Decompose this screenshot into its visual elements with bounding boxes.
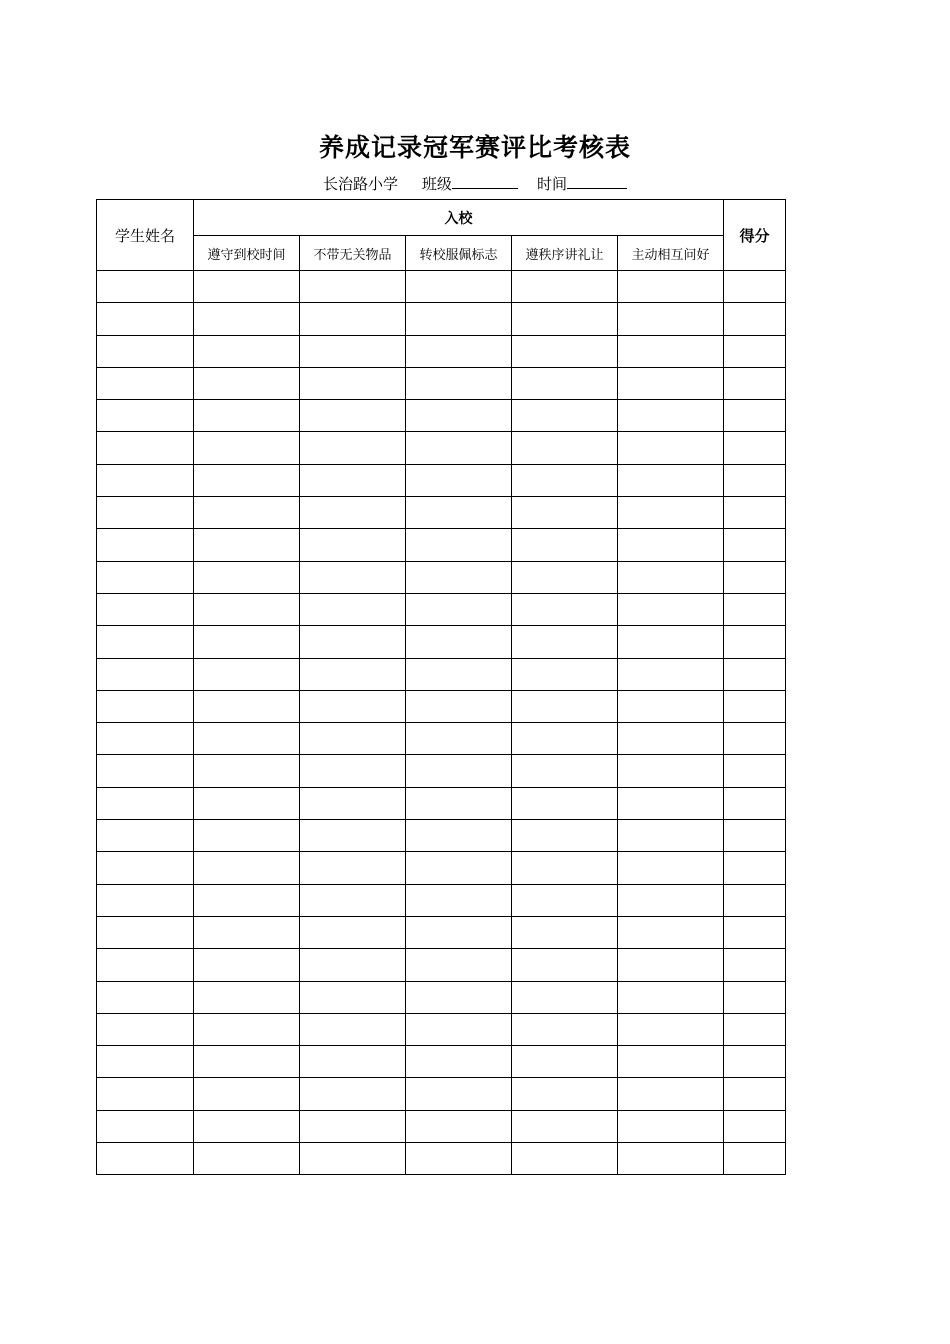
criterion-cell[interactable] — [406, 1110, 512, 1142]
criterion-cell[interactable] — [406, 335, 512, 367]
criterion-cell[interactable] — [194, 690, 300, 722]
criterion-header: 遵秩序讲礼让 — [512, 236, 618, 271]
criterion-cell[interactable] — [406, 561, 512, 593]
student-name-cell[interactable] — [97, 529, 194, 561]
criterion-cell[interactable] — [194, 335, 300, 367]
criterion-cell[interactable] — [300, 529, 406, 561]
student-name-cell[interactable] — [97, 432, 194, 464]
criterion-cell[interactable] — [300, 303, 406, 335]
student-name-cell[interactable] — [97, 723, 194, 755]
criterion-cell[interactable] — [406, 271, 512, 303]
score-cell[interactable] — [724, 852, 786, 884]
table-row — [97, 497, 786, 529]
score-header: 得分 — [724, 200, 786, 271]
score-cell[interactable] — [724, 335, 786, 367]
criterion-cell[interactable] — [618, 787, 724, 819]
student-name-cell[interactable] — [97, 335, 194, 367]
criterion-cell[interactable] — [194, 658, 300, 690]
score-cell[interactable] — [724, 723, 786, 755]
criterion-cell[interactable] — [406, 755, 512, 787]
table-row — [97, 690, 786, 722]
criterion-cell[interactable] — [194, 755, 300, 787]
criterion-cell[interactable] — [300, 367, 406, 399]
criterion-cell[interactable] — [512, 884, 618, 916]
criterion-cell[interactable] — [618, 916, 724, 948]
criterion-cell[interactable] — [618, 464, 724, 496]
criterion-cell[interactable] — [300, 981, 406, 1013]
time-label: 时间 — [536, 175, 567, 193]
score-cell[interactable] — [724, 949, 786, 981]
score-cell[interactable] — [724, 884, 786, 916]
criterion-cell[interactable] — [618, 820, 724, 852]
criterion-cell[interactable] — [618, 884, 724, 916]
student-name-cell[interactable] — [97, 593, 194, 625]
table-row — [97, 367, 786, 399]
score-cell[interactable] — [724, 690, 786, 722]
criterion-cell[interactable] — [618, 755, 724, 787]
criterion-header: 遵守到校时间 — [194, 236, 300, 271]
criterion-cell[interactable] — [194, 1110, 300, 1142]
criterion-cell[interactable] — [512, 787, 618, 819]
criterion-cell[interactable] — [512, 529, 618, 561]
student-name-cell[interactable] — [97, 1046, 194, 1078]
table-row — [97, 1078, 786, 1110]
criterion-cell[interactable] — [406, 1143, 512, 1175]
student-name-cell[interactable] — [97, 464, 194, 496]
table-row — [97, 1110, 786, 1142]
criterion-cell[interactable] — [618, 593, 724, 625]
score-cell[interactable] — [724, 658, 786, 690]
criterion-cell[interactable] — [618, 690, 724, 722]
table-row — [97, 400, 786, 432]
table-row — [97, 561, 786, 593]
criterion-cell[interactable] — [194, 1143, 300, 1175]
criterion-cell[interactable] — [406, 658, 512, 690]
criterion-cell[interactable] — [406, 723, 512, 755]
criterion-header: 主动相互问好 — [618, 236, 724, 271]
class-label: 班级 — [421, 175, 452, 193]
criterion-cell[interactable] — [618, 1013, 724, 1045]
criterion-cell[interactable] — [512, 1078, 618, 1110]
criterion-cell[interactable] — [618, 271, 724, 303]
criterion-cell[interactable] — [300, 820, 406, 852]
criterion-cell[interactable] — [512, 497, 618, 529]
criterion-cell[interactable] — [300, 1110, 406, 1142]
criterion-cell[interactable] — [194, 852, 300, 884]
assessment-table — [96, 199, 786, 1175]
student-name-header: 学生姓名 — [97, 200, 194, 271]
student-name-cell[interactable] — [97, 787, 194, 819]
criterion-cell[interactable] — [194, 400, 300, 432]
student-name-cell[interactable] — [97, 367, 194, 399]
criterion-cell[interactable] — [512, 1046, 618, 1078]
criterion-cell[interactable] — [406, 432, 512, 464]
student-name-cell[interactable] — [97, 400, 194, 432]
criterion-cell[interactable] — [300, 755, 406, 787]
criterion-cell[interactable] — [300, 271, 406, 303]
criterion-cell[interactable] — [512, 658, 618, 690]
criterion-cell[interactable] — [406, 1013, 512, 1045]
criterion-cell[interactable] — [406, 367, 512, 399]
score-cell[interactable] — [724, 1013, 786, 1045]
criterion-cell[interactable] — [406, 593, 512, 625]
criterion-cell[interactable] — [300, 1046, 406, 1078]
criterion-cell[interactable] — [618, 432, 724, 464]
score-cell[interactable] — [724, 626, 786, 658]
criterion-cell[interactable] — [406, 787, 512, 819]
criterion-cell[interactable] — [406, 852, 512, 884]
table-row — [97, 464, 786, 496]
student-name-cell[interactable] — [97, 820, 194, 852]
student-name-cell[interactable] — [97, 949, 194, 981]
criterion-cell[interactable] — [618, 1078, 724, 1110]
criterion-cell[interactable] — [406, 464, 512, 496]
criterion-header: 转校服佩标志 — [406, 236, 512, 271]
criterion-cell[interactable] — [618, 626, 724, 658]
criterion-cell[interactable] — [618, 981, 724, 1013]
criterion-cell[interactable] — [512, 690, 618, 722]
criterion-cell[interactable] — [512, 432, 618, 464]
time-blank[interactable] — [567, 174, 627, 189]
criterion-cell[interactable] — [194, 949, 300, 981]
score-cell[interactable] — [724, 367, 786, 399]
criterion-cell[interactable] — [300, 690, 406, 722]
student-name-cell[interactable] — [97, 1078, 194, 1110]
table-row — [97, 1143, 786, 1175]
criterion-cell[interactable] — [194, 529, 300, 561]
table-row — [97, 1013, 786, 1045]
criterion-cell[interactable] — [194, 303, 300, 335]
criterion-cell[interactable] — [512, 1013, 618, 1045]
score-cell[interactable] — [724, 1143, 786, 1175]
table-row — [97, 723, 786, 755]
table-row — [97, 303, 786, 335]
criterion-cell[interactable] — [300, 432, 406, 464]
table-row — [97, 593, 786, 625]
student-name-cell[interactable] — [97, 561, 194, 593]
criterion-cell[interactable] — [512, 949, 618, 981]
criterion-cell[interactable] — [406, 916, 512, 948]
criterion-cell[interactable] — [194, 1046, 300, 1078]
criterion-cell[interactable] — [512, 981, 618, 1013]
criterion-cell[interactable] — [300, 1013, 406, 1045]
criterion-cell[interactable] — [406, 1046, 512, 1078]
criterion-cell[interactable] — [512, 1143, 618, 1175]
table-row — [97, 755, 786, 787]
school-name: 长治路小学 — [323, 175, 399, 193]
table-body — [97, 271, 786, 1175]
criterion-cell[interactable] — [406, 949, 512, 981]
criterion-cell[interactable] — [512, 367, 618, 399]
criterion-cell[interactable] — [194, 561, 300, 593]
criterion-cell[interactable] — [300, 497, 406, 529]
table-row — [97, 916, 786, 948]
criterion-cell[interactable] — [512, 852, 618, 884]
form-subtitle — [0, 173, 950, 194]
student-name-cell[interactable] — [97, 626, 194, 658]
criterion-cell[interactable] — [406, 981, 512, 1013]
table-row — [97, 884, 786, 916]
criterion-cell[interactable] — [300, 1078, 406, 1110]
criterion-cell[interactable] — [618, 1143, 724, 1175]
criterion-cell[interactable] — [618, 400, 724, 432]
criterion-cell[interactable] — [194, 1078, 300, 1110]
criterion-cell[interactable] — [618, 852, 724, 884]
criterion-cell[interactable] — [512, 1110, 618, 1142]
table-row — [97, 787, 786, 819]
criterion-cell[interactable] — [194, 367, 300, 399]
criterion-cell[interactable] — [300, 593, 406, 625]
criterion-cell[interactable] — [512, 593, 618, 625]
score-cell[interactable] — [724, 271, 786, 303]
criterion-cell[interactable] — [406, 303, 512, 335]
criterion-cell[interactable] — [618, 367, 724, 399]
table-row — [97, 626, 786, 658]
table-row — [97, 658, 786, 690]
student-name-cell[interactable] — [97, 497, 194, 529]
criterion-cell[interactable] — [194, 626, 300, 658]
score-cell[interactable] — [724, 593, 786, 625]
criterion-cell[interactable] — [406, 690, 512, 722]
criterion-cell[interactable] — [194, 1013, 300, 1045]
score-cell[interactable] — [724, 432, 786, 464]
criterion-cell[interactable] — [300, 723, 406, 755]
arrival-group-header: 入校 — [194, 200, 724, 236]
criterion-cell[interactable] — [406, 529, 512, 561]
criterion-cell[interactable] — [194, 820, 300, 852]
score-cell[interactable] — [724, 820, 786, 852]
criterion-cell[interactable] — [194, 497, 300, 529]
student-name-cell[interactable] — [97, 916, 194, 948]
table-row — [97, 335, 786, 367]
criterion-header: 不带无关物品 — [300, 236, 406, 271]
student-name-cell[interactable] — [97, 658, 194, 690]
criterion-cell[interactable] — [194, 432, 300, 464]
criterion-cell[interactable] — [300, 949, 406, 981]
table-row — [97, 271, 786, 303]
student-name-cell[interactable] — [97, 690, 194, 722]
score-cell[interactable] — [724, 981, 786, 1013]
class-blank[interactable] — [452, 174, 518, 189]
score-cell[interactable] — [724, 1110, 786, 1142]
table-row — [97, 949, 786, 981]
criterion-cell[interactable] — [406, 820, 512, 852]
score-cell[interactable] — [724, 561, 786, 593]
criterion-cell[interactable] — [618, 303, 724, 335]
criterion-cell[interactable] — [512, 723, 618, 755]
score-cell[interactable] — [724, 916, 786, 948]
score-cell[interactable] — [724, 1046, 786, 1078]
criterion-cell[interactable] — [194, 723, 300, 755]
criterion-cell[interactable] — [618, 949, 724, 981]
score-cell[interactable] — [724, 303, 786, 335]
criterion-cell[interactable] — [406, 1078, 512, 1110]
criterion-cell[interactable] — [300, 561, 406, 593]
criterion-cell[interactable] — [618, 1110, 724, 1142]
form-title: 养成记录冠军赛评比考核表 — [318, 133, 631, 162]
criterion-cell[interactable] — [194, 981, 300, 1013]
criterion-cell[interactable] — [406, 884, 512, 916]
criterion-cell[interactable] — [512, 561, 618, 593]
criterion-cell[interactable] — [300, 400, 406, 432]
criterion-cell[interactable] — [194, 464, 300, 496]
criterion-cell[interactable] — [300, 884, 406, 916]
score-cell[interactable] — [724, 529, 786, 561]
criterion-cell[interactable] — [512, 303, 618, 335]
student-name-cell[interactable] — [97, 1143, 194, 1175]
criterion-cell[interactable] — [512, 820, 618, 852]
table-row — [97, 1046, 786, 1078]
student-name-cell[interactable] — [97, 852, 194, 884]
table-row — [97, 529, 786, 561]
score-cell[interactable] — [724, 755, 786, 787]
criterion-cell[interactable] — [300, 658, 406, 690]
criterion-cell[interactable] — [194, 787, 300, 819]
criterion-cell[interactable] — [512, 626, 618, 658]
criterion-cell[interactable] — [300, 1143, 406, 1175]
score-cell[interactable] — [724, 400, 786, 432]
student-name-cell[interactable] — [97, 303, 194, 335]
criterion-cell[interactable] — [512, 464, 618, 496]
student-name-cell[interactable] — [97, 271, 194, 303]
table-row — [97, 981, 786, 1013]
criterion-cell[interactable] — [512, 916, 618, 948]
score-cell[interactable] — [724, 497, 786, 529]
table-row — [97, 852, 786, 884]
criterion-cell[interactable] — [512, 755, 618, 787]
table-row — [97, 432, 786, 464]
table-row — [97, 820, 786, 852]
criterion-cell[interactable] — [618, 1046, 724, 1078]
criterion-cell[interactable] — [194, 593, 300, 625]
criterion-cell[interactable] — [512, 335, 618, 367]
criterion-cell[interactable] — [300, 626, 406, 658]
student-name-cell[interactable] — [97, 1110, 194, 1142]
score-cell[interactable] — [724, 1078, 786, 1110]
criterion-cell[interactable] — [406, 400, 512, 432]
student-name-cell[interactable] — [97, 1013, 194, 1045]
criterion-cell[interactable] — [406, 626, 512, 658]
criterion-cell[interactable] — [618, 561, 724, 593]
criterion-cell[interactable] — [618, 497, 724, 529]
score-cell[interactable] — [724, 787, 786, 819]
criterion-cell[interactable] — [194, 916, 300, 948]
criterion-cell[interactable] — [512, 271, 618, 303]
criterion-cell[interactable] — [406, 497, 512, 529]
criterion-cell[interactable] — [300, 916, 406, 948]
student-name-cell[interactable] — [97, 755, 194, 787]
criterion-cell[interactable] — [618, 529, 724, 561]
criterion-cell[interactable] — [300, 464, 406, 496]
student-name-cell[interactable] — [97, 981, 194, 1013]
criterion-cell[interactable] — [618, 723, 724, 755]
criterion-cell[interactable] — [194, 884, 300, 916]
criterion-cell[interactable] — [300, 787, 406, 819]
student-name-cell[interactable] — [97, 884, 194, 916]
criterion-cell[interactable] — [194, 271, 300, 303]
score-cell[interactable] — [724, 464, 786, 496]
criterion-cell[interactable] — [618, 658, 724, 690]
criterion-cell[interactable] — [300, 335, 406, 367]
criterion-cell[interactable] — [300, 852, 406, 884]
criterion-cell[interactable] — [618, 335, 724, 367]
criterion-cell[interactable] — [512, 400, 618, 432]
